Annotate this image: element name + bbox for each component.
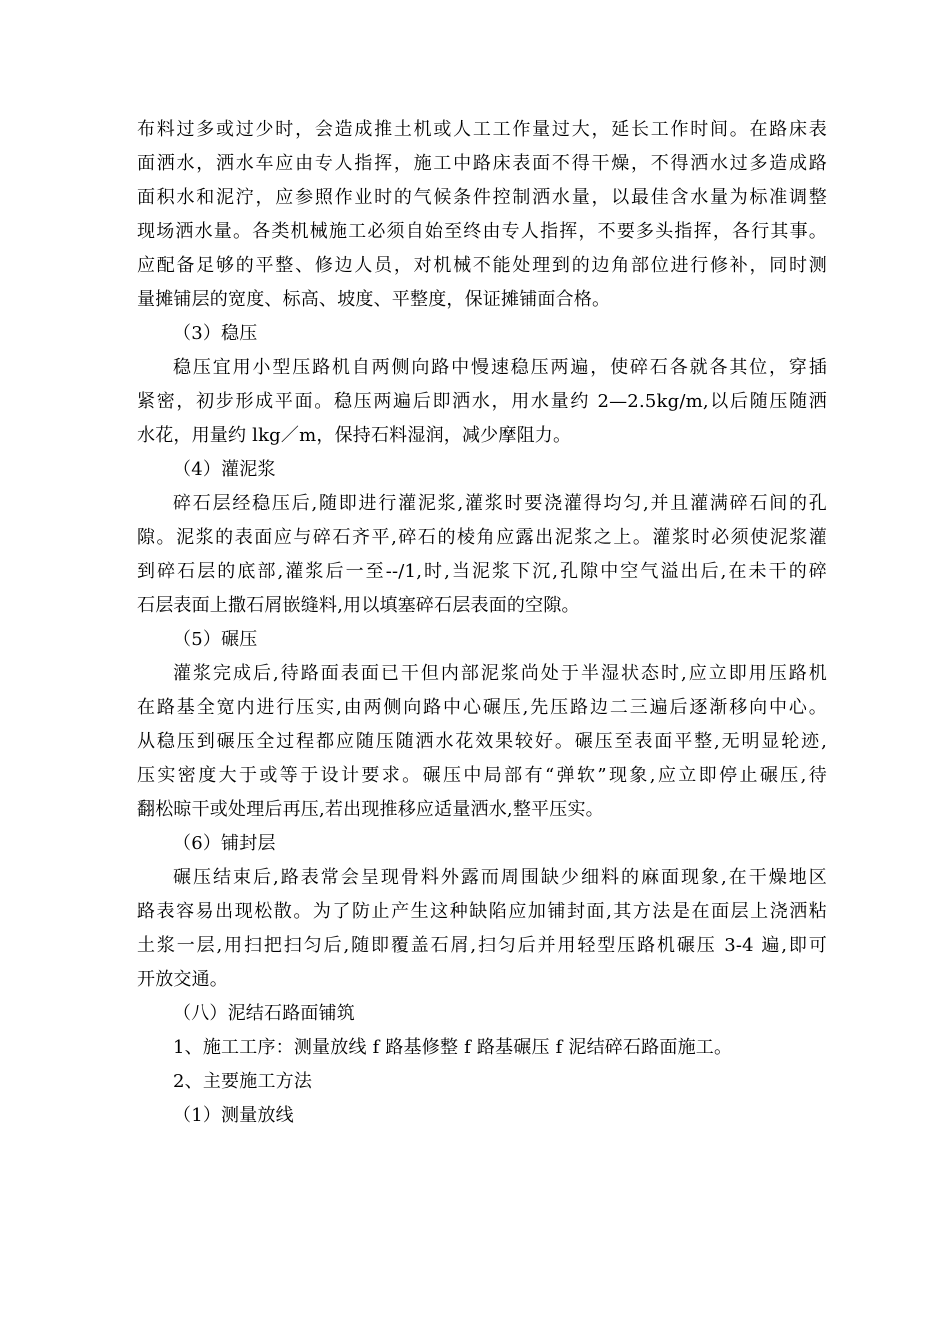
paragraph-line: 水花，用量约 lkg／m，保持石料湿润，减少摩阻力。 [137, 425, 572, 446]
paragraph-line: 土浆一层,用扫把扫匀后,随即覆盖石屑,扫匀后并用轻型压路机碾压 3-4 遍,即可 [137, 935, 827, 956]
paragraph-line: 应配备足够的平整、修边人员，对机械不能处理到的边角部位进行修补，同时测 [137, 255, 827, 276]
list-item-process: 1、施工工序：测量放线 f 路基修整 f 路基碾压 f 泥结碎石路面施工。 [173, 1037, 733, 1058]
paragraph-line: 石层表面上撒石屑嵌缝料,用以填塞碎石层表面的空隙。 [137, 595, 580, 616]
section-heading-seal-coat: （6）铺封层 [173, 833, 276, 854]
paragraph-line: 碎石层经稳压后,随即进行灌泥浆,灌浆时要浇灌得均匀,并且灌满碎石间的孔 [173, 493, 827, 514]
paragraph-line: 灌浆完成后,待路面表面已干但内部泥浆尚处于半湿状态时,应立即用压路机 [173, 663, 827, 684]
paragraph-line: 布料过多或过少时，会造成推土机或人工工作量过大，延长工作时间。在路床表 [137, 119, 827, 140]
section-heading-compact: （5）碾压 [173, 629, 258, 650]
paragraph-line: 从稳压到碾压全过程都应随压随洒水花效果较好。碾压至表面平整,无明显轮迹, [137, 731, 827, 752]
paragraph-line: 在路基全宽内进行压实,由两侧向路中心碾压,先压路边二三遍后逐渐移向中心。 [137, 697, 827, 718]
paragraph-line: 稳压宜用小型压路机自两侧向路中慢速稳压两遍，使碎石各就各其位，穿插 [173, 357, 827, 378]
paragraph-line: 面洒水，洒水车应由专人指挥，施工中路床表面不得干燥，不得洒水过多造成路 [137, 153, 827, 174]
paragraph-line: 现场洒水量。各类机械施工必须自始至终由专人指挥，不要多头指挥，各行其事。 [137, 221, 827, 242]
paragraph-line: 隙。泥浆的表面应与碎石齐平,碎石的棱角应露出泥浆之上。灌浆时必须使泥浆灌 [137, 527, 827, 548]
paragraph-line: 开放交通。 [137, 969, 228, 990]
list-item-methods: 2、主要施工方法 [173, 1071, 313, 1092]
paragraph-line: 量摊铺层的宽度、标高、坡度、平整度，保证摊铺面合格。 [137, 289, 611, 310]
section-heading-part-eight: （八）泥结石路面铺筑 [173, 1003, 355, 1024]
paragraph-line: 翻松晾干或处理后再压,若出现推移应适量洒水,整平压实。 [137, 799, 604, 820]
paragraph-line: 面积水和泥泞，应参照作业时的气候条件控制洒水量，以最佳含水量为标准调整 [137, 187, 827, 208]
section-heading-grout: （4）灌泥浆 [173, 459, 276, 480]
paragraph-line: 紧密，初步形成平面。稳压两遍后即洒水，用水量约 2—2.5kg/m,以后随压随洒 [137, 391, 827, 412]
document-body [137, 113, 827, 1133]
paragraph-line: 路表容易出现松散。为了防止产生这种缺陷应加铺封面,其方法是在面层上浇洒粘 [137, 901, 827, 922]
paragraph-line: 到碎石层的底部,灌浆后一至--/1,时,当泥浆下沉,孔隙中空气溢出后,在未干的碎 [137, 561, 827, 582]
section-heading-stabilize: （3）稳压 [173, 323, 258, 344]
paragraph-line: 压实密度大于或等于设计要求。碾压中局部有“弹软”现象,应立即停止碾压,待 [137, 765, 827, 786]
paragraph-line: 碾压结束后,路表常会呈现骨料外露而周围缺少细料的麻面现象,在干燥地区 [173, 867, 827, 888]
section-heading-survey: （1）测量放线 [173, 1105, 294, 1126]
